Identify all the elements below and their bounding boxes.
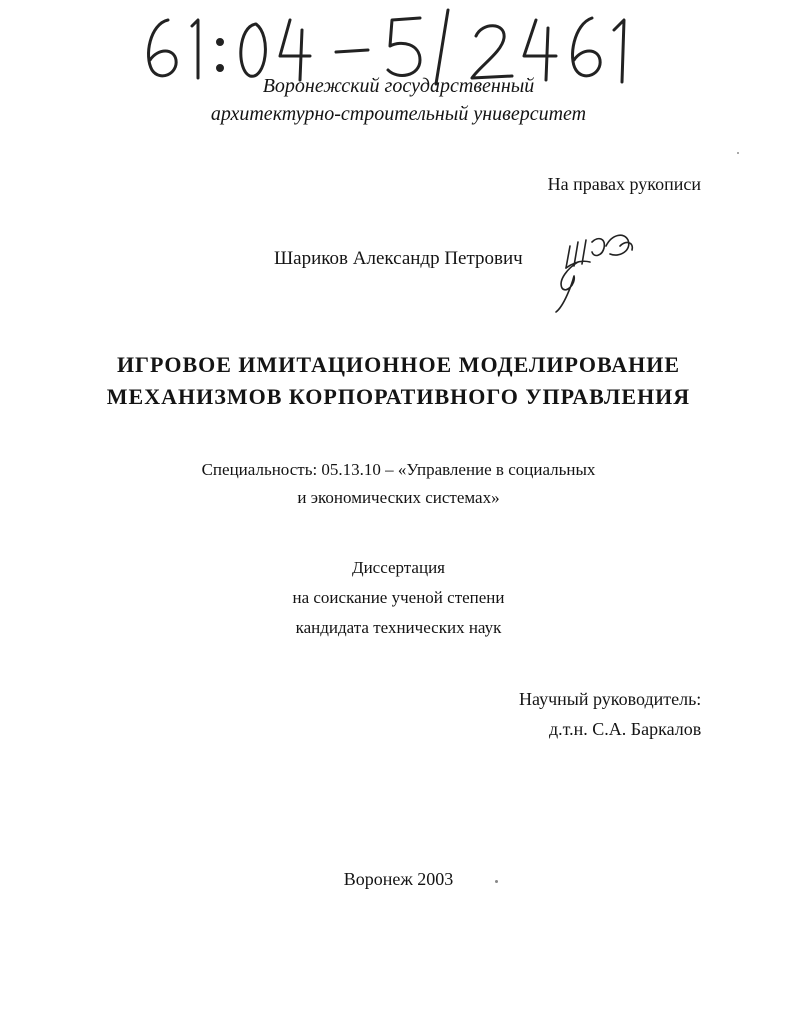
scan-speck <box>495 880 498 883</box>
supervisor-block <box>519 684 719 744</box>
university-line-2: архитектурно-строительный университет <box>210 103 587 125</box>
scan-speck-2 <box>737 152 739 154</box>
speciality-line-2: и экономических системах» <box>297 488 500 507</box>
city-year: Воронеж 2003 <box>343 869 454 889</box>
speciality-line-1: Специальность: 05.13.10 – «Управление в социальных <box>201 460 596 479</box>
author-name: Шариков Александр Петрович <box>274 248 523 269</box>
dissertation-title-line-2: МЕХАНИЗМОВ КОРПОРАТИВНОГО УПРАВЛЕНИЯ <box>106 384 691 409</box>
supervisor-label: Научный руководитель: <box>519 689 702 709</box>
supervisor-name: д.т.н. С.А. Баркалов <box>549 719 702 739</box>
dissertation-title-line-1: ИГРОВОЕ ИМИТАЦИОННОЕ МОДЕЛИРОВАНИЕ <box>116 352 681 377</box>
dissertation-line-2: на соискание ученой степени <box>292 588 505 607</box>
rights-note: На правах рукописи <box>547 174 701 194</box>
dissertation-line-1: Диссертация <box>351 558 445 577</box>
signature <box>548 222 644 314</box>
university-line-1: Воронежский государственный <box>262 75 535 97</box>
dissertation-line-3: кандидата технических наук <box>295 618 502 637</box>
